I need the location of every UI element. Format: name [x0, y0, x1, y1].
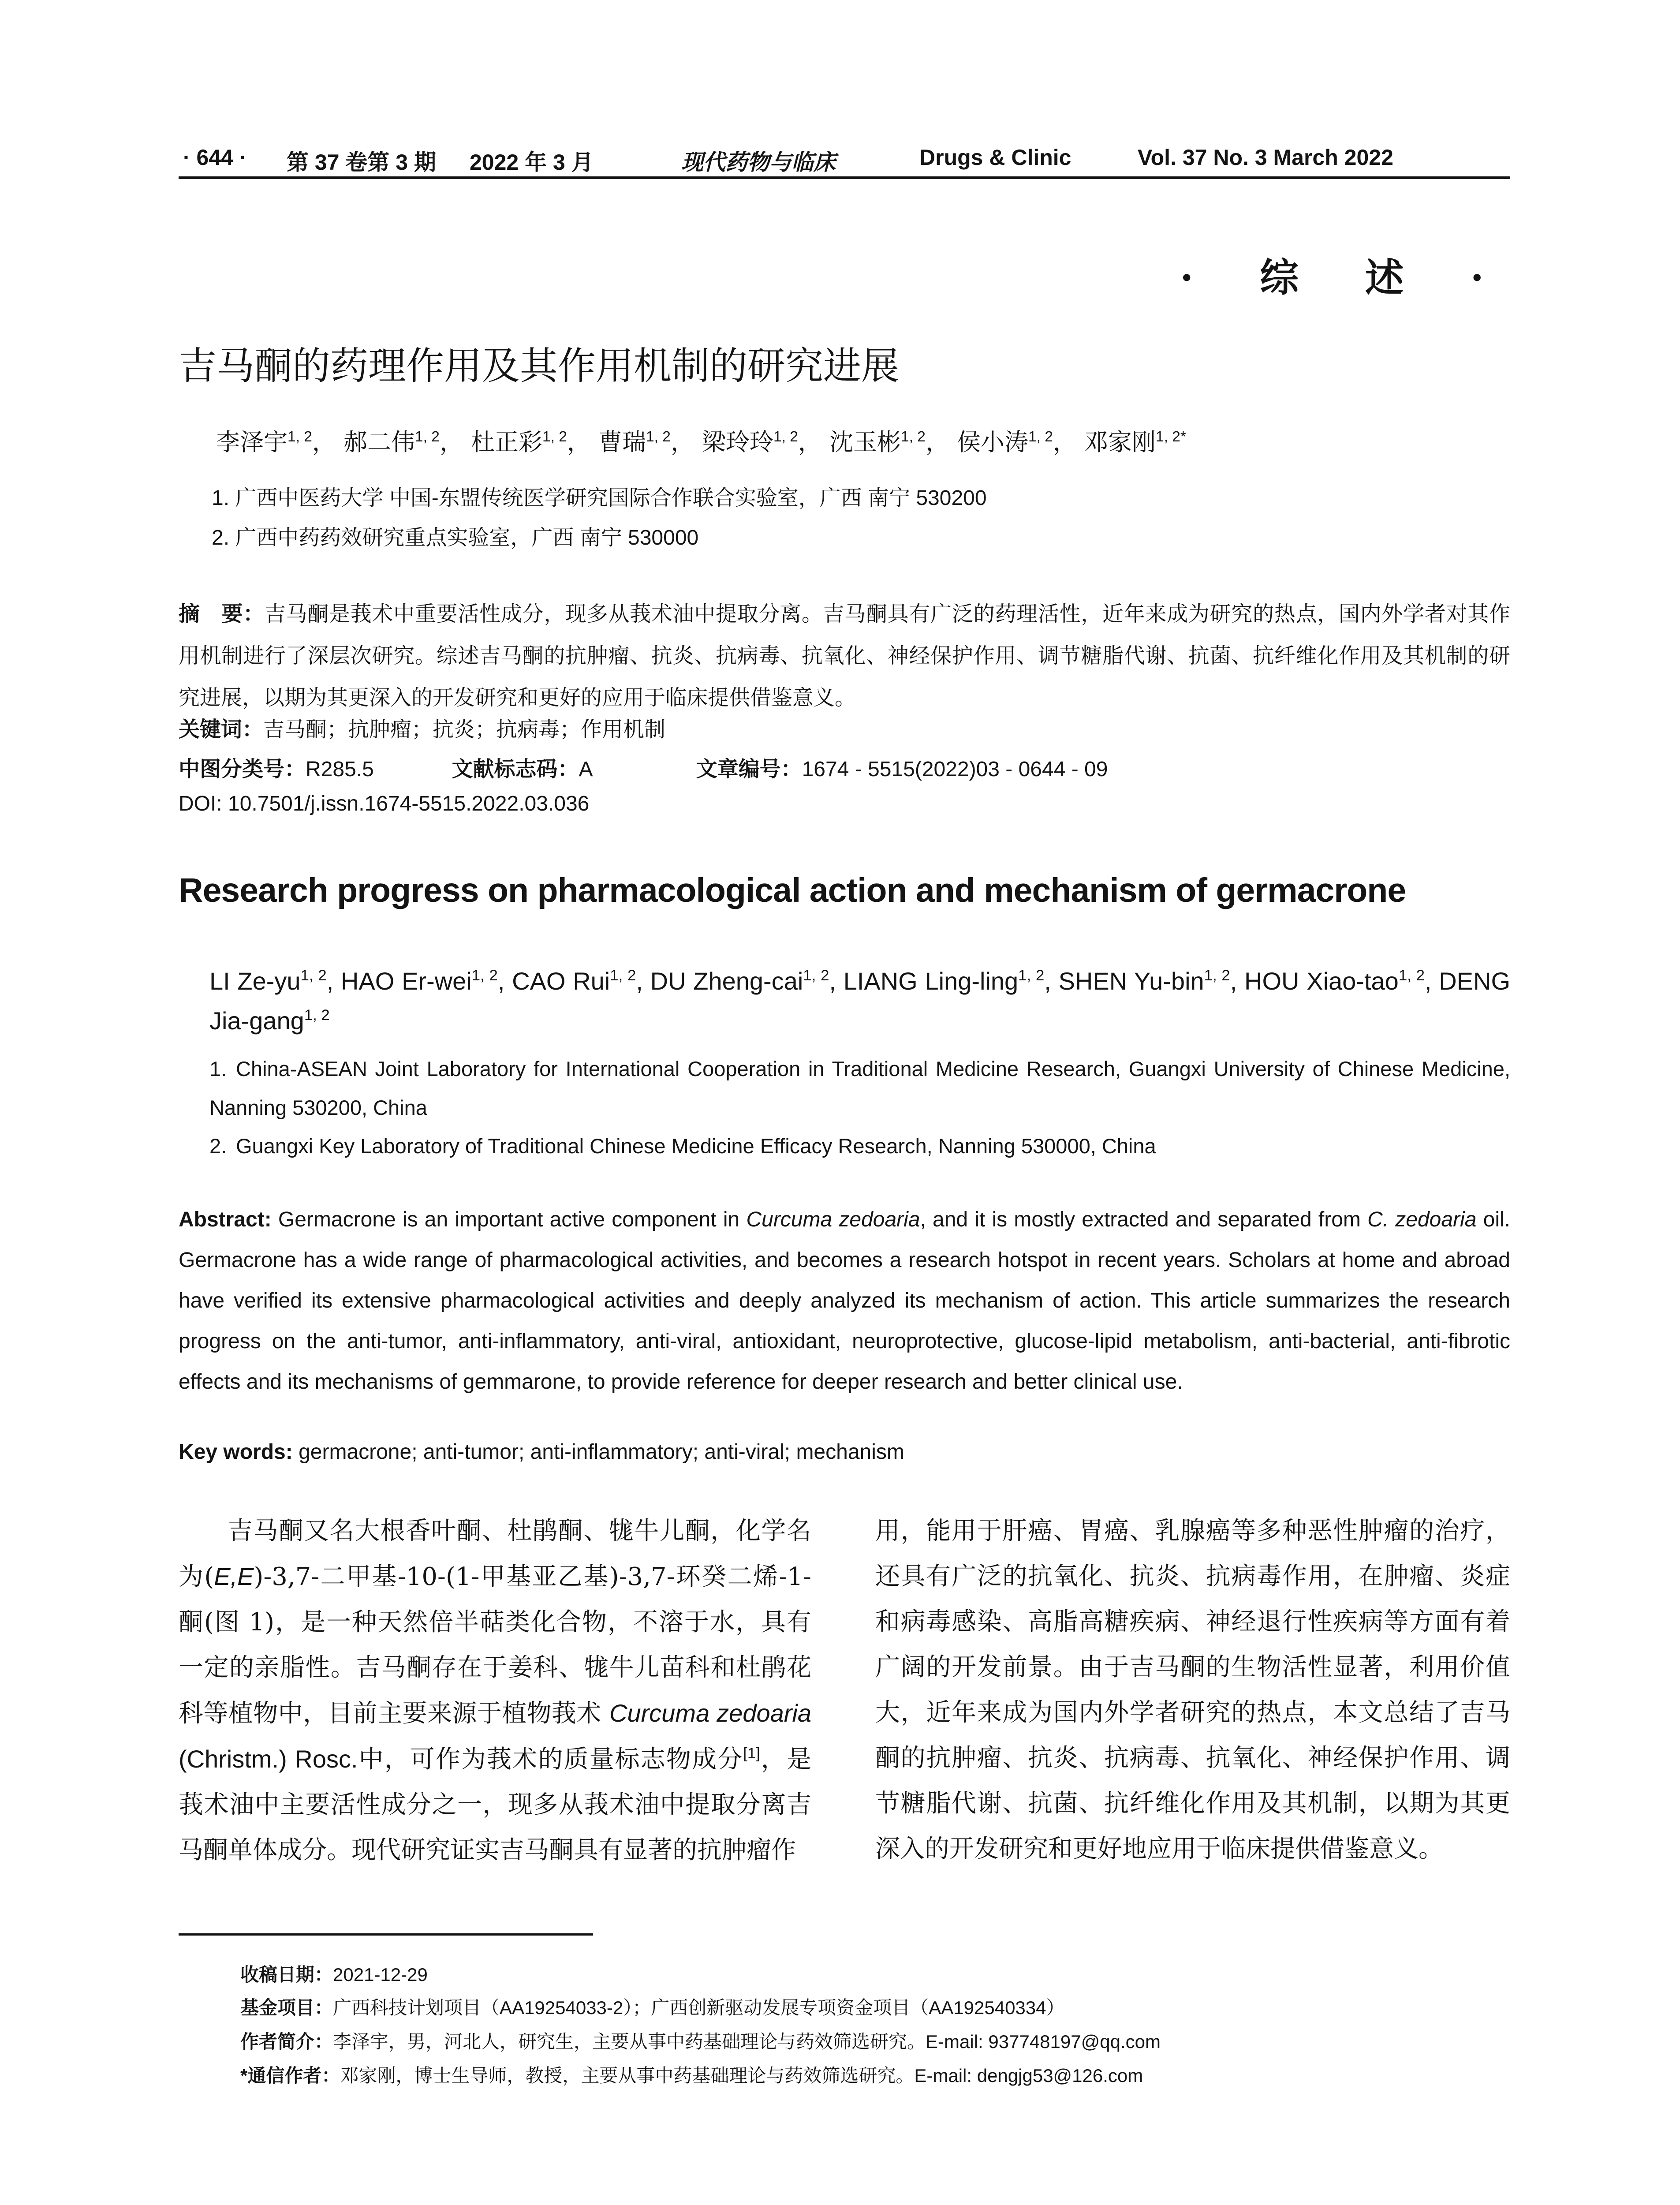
footnote-corresponding: *通信作者：邓家刚，博士生导师，教授，主要从事中药基础理论与药效筛选研究。E-mail: dengjg53@126.com — [240, 2065, 1143, 2086]
doc-code: A — [579, 758, 592, 781]
footnote-author: 作者简介：李泽宇，男，河北人，研究生，主要从事中药基础理论与药效筛选研究。E-mail: 937748197@qq.com — [240, 2031, 1161, 2052]
author-cn: 邓家刚$^{1, 2*}$ — [1084, 428, 1186, 456]
date-cn: 2022 年 3 月 — [470, 150, 594, 175]
footnote-rule — [179, 1933, 593, 1936]
article-number: 1674 - 5515(2022)03 - 0644 - 09 — [802, 758, 1108, 781]
citation-ref: [1] — [743, 1745, 760, 1762]
issue-en: Vol. 37 No. 3 March 2022 — [1138, 145, 1393, 170]
body-column-left: 吉马酮又名大根香叶酮、杜鹃酮、牻牛儿酮，化学名为(E,E)-3,7-二甲基-10-(1-甲基亚乙基)-3,7-环癸二烯-1-酮(图 1)，是一种天然倍半萜类化合物，不溶于水，具有一定的亲脂性。吉马酮存在于姜科、牻牛儿苗科和杜鹃花科等植物中，目前主要来源于植物莪术 Curcuma zedoaria (Christm.) Rosc.中，可作为莪术的质量标志物成分[1]，是莪术油中主要活性成分之一，现多从莪术油中提取分离吉马酮单体成分。现代研究证实吉马酮具有显著的抗肿瘤作 — [179, 1517, 812, 1865]
affiliation-en-1: 1. China-ASEAN Joint Laboratory for International Cooperation in Traditional Medicine Research, Guangxi University of Chinese Medicine, Nanning 530200, China — [209, 1057, 1510, 1119]
author-cn: 沈玉彬$^{1, 2}$， — [829, 428, 949, 456]
header-rule — [179, 176, 1510, 179]
author-cn: 梁玲玲$^{1, 2}$， — [702, 428, 822, 456]
classification-line: 中图分类号：R285.5 文献标志码：A 文章编号：1674 - 5515(2022)03 - 0644 - 09 — [179, 758, 1108, 781]
abstract-cn-text: 吉马酮是莪术中重要活性成分，现多从莪术油中提取分离。吉马酮具有广泛的药理活性，近年来成为研究的热点，国内外学者对其作用机制进行了深层次研究。综述吉马酮的抗肿瘤、抗炎、抗病毒、抗氧化、神经保护作用、调节糖脂代谢、抗菌、抗纤维化作用及其机制的研究进展，以期为其更深入的开发研究和更好的应用于临床提供借鉴意义。 — [179, 602, 1510, 710]
doi: DOI: 10.7501/j.issn.1674-5515.2022.03.036 — [179, 792, 590, 815]
title-cn: 吉马酮的药理作用及其作用机制的研究进展 — [179, 345, 899, 387]
author-cn: 李泽宇$^{1, 2}$， — [216, 428, 336, 456]
author-cn: 曹瑞$^{1, 2}$， — [598, 428, 694, 456]
keywords-cn: 关键词：吉马酮；抗肿瘤；抗炎；抗病毒；作用机制 — [179, 718, 666, 741]
affiliation-cn-1: 1. 广西中医药大学 中国-东盟传统医学研究国际合作联合实验室，广西 南宁 530200 — [212, 486, 987, 510]
clc-number: R285.5 — [306, 758, 374, 781]
keywords-en: Key words: germacrone; anti-tumor; anti-inflammatory; anti-viral; mechanism — [179, 1440, 904, 1464]
page-number: · 644 · — [183, 145, 247, 170]
author-cn: 杜正彩$^{1, 2}$， — [471, 428, 591, 456]
author-cn: 侯小涛$^{1, 2}$， — [957, 428, 1077, 456]
affiliation-cn-2: 2. 广西中药药效研究重点实验室，广西 南宁 530000 — [212, 526, 699, 549]
section-tag: · 综 述 · — [1180, 254, 1510, 300]
journal-name-en: Drugs & Clinic — [919, 145, 1071, 170]
abstract-en: Abstract: Germacrone is an important active component in Curcuma zedoaria, and it is mostly extracted and separated from C. zedoaria oil. Germacrone has a wide range of pharmacological activities, and becomes a research hotspot in recent years. Scholars at home and abroad have verified its extensive pharmacological activities and deeply analyzed its mechanism of action. This article summarizes the research progress on the anti-tumor, anti-inflammatory, anti-viral, antioxidant, neuroprotective, glucose-lipid metabolism, anti-bacterial, anti-fibrotic effects and its mechanisms of gemmarone, to provide reference for deeper research and better clinical use. — [179, 1208, 1510, 1394]
issue-cn: 第 37 卷第 3 期 — [287, 150, 436, 175]
abstract-cn-label: 摘 要： — [179, 602, 265, 626]
abstract-cn — [179, 593, 1510, 719]
title-en: Research progress on pharmacological action and mechanism of germacrone — [179, 871, 1406, 909]
affiliation-en-2: 2. Guangxi Key Laboratory of Traditional Chinese Medicine Efficacy Research, Nanning 530000, China — [209, 1134, 1156, 1158]
footnote-received: 收稿日期：2021-12-29 — [240, 1964, 428, 1985]
authors-cn — [216, 423, 1186, 457]
authors-en: LI Ze-yu$^{1, 2}$, HAO Er-wei$^{1, 2}$, CAO Rui$^{1, 2}$, DU Zheng-cai$^{1, 2}$, LIANG Ling-ling$^{1, 2}$, SHEN Yu-bin$^{1, 2}$, HOU Xiao-tao$^{1, 2}$, DENG Jia-gang$^{1, 2}$ — [209, 967, 1510, 1035]
journal-name-cn: 现代药物与临床 — [681, 149, 836, 175]
body-column-right: 用，能用于肝癌、胃癌、乳腺癌等多种恶性肿瘤的治疗，还具有广泛的抗氧化、抗炎、抗病毒作用，在肿瘤、炎症和病毒感染、高脂高糖疾病、神经退行性疾病等方面有着广阔的开发前景。由于吉马酮的生物活性显著，利用价值大，近年来成为国内外学者研究的热点，本文总结了吉马酮的抗肿瘤、抗炎、抗病毒、抗氧化、神经保护作用、调节糖脂代谢、抗菌、抗纤维化作用及其机制，以期为其更深入的开发研究和更好地应用于临床提供借鉴意义。 — [875, 1517, 1510, 1863]
footnote-fund: 基金项目：广西科技计划项目（AA19254033-2）；广西创新驱动发展专项资金项目（AA192540334） — [240, 1997, 1065, 2018]
author-cn: 郝二伟$^{1, 2}$， — [343, 428, 463, 456]
running-header — [179, 140, 1510, 176]
